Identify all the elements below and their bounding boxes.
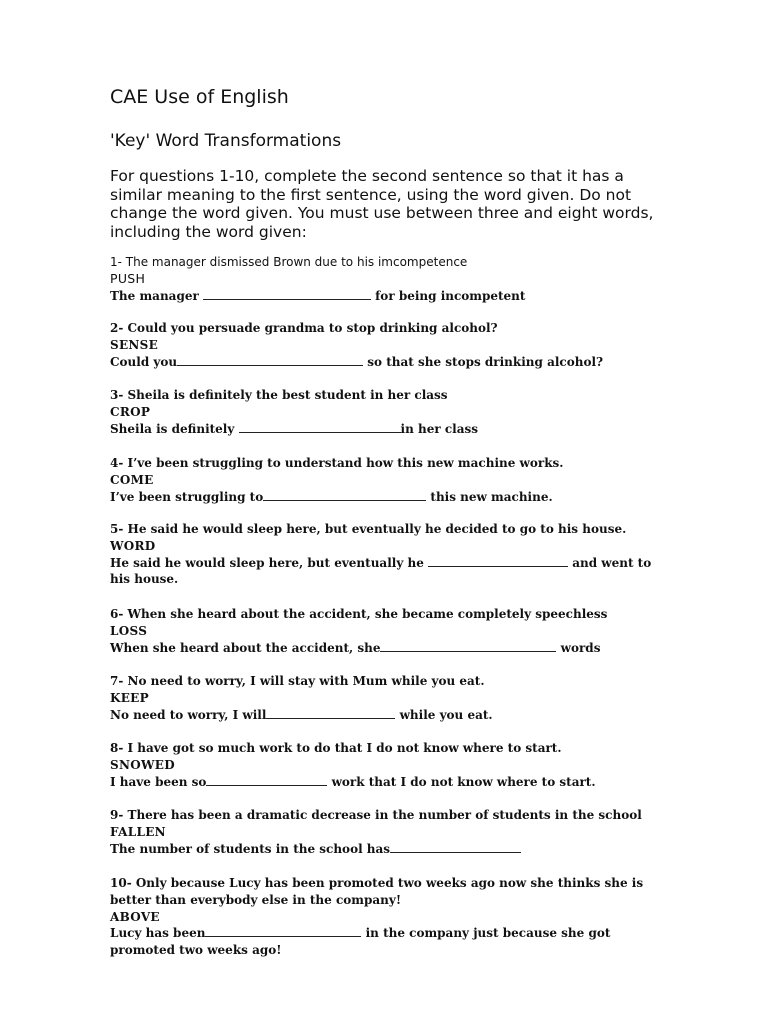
page-subtitle: 'Key' Word Transformations [110, 131, 342, 151]
answer-line [110, 489, 655, 506]
question-4 [110, 455, 655, 505]
answer-after: in the company just because she got promoted two weeks ago! [110, 926, 611, 958]
answer-after: while you eat. [395, 707, 493, 722]
key-word: CROP [110, 404, 151, 419]
question-5 [110, 521, 655, 588]
answer-after: work that I do not know where to start. [327, 774, 596, 789]
question-10 [110, 875, 655, 959]
question-prompt: 4- I’ve been struggling to understand how this new machine works. [110, 456, 564, 470]
key-word: SENSE [110, 337, 159, 352]
answer-blank [266, 707, 395, 719]
instructions-paragraph: For questions 1-10, complete the second sentence so that it has a similar meaning to the first sentence, using the word given. Do not change the word given. You must use between three and eight words, including the word given: [110, 167, 654, 241]
answer-line [110, 555, 655, 589]
answer-line [110, 707, 655, 724]
answer-blank [263, 489, 426, 501]
question-prompt: 3- Sheila is definitely the best student in her class [110, 388, 448, 402]
answer-before: He said he would sleep here, but eventually he [110, 555, 429, 570]
key-word: COME [110, 472, 154, 487]
answer-blank [380, 640, 556, 652]
question-3 [110, 387, 655, 437]
question-prompt: 10- Only because Lucy has been promoted two weeks ago now she thinks she is better than everybody else in the company! [110, 876, 644, 907]
question-prompt: 9- There has been a dramatic decrease in the number of students in the school [110, 808, 642, 822]
answer-before: When she heard about the accident, she [110, 640, 381, 655]
question-prompt: 8- I have got so much work to do that I do not know where to start. [110, 741, 562, 755]
answer-blank [239, 421, 401, 433]
answer-blank [390, 841, 521, 853]
answer-after: this new machine. [426, 489, 553, 504]
key-word: LOSS [110, 623, 148, 638]
answer-before: Sheila is definitely [110, 421, 239, 436]
answer-line [110, 774, 655, 791]
page-title: CAE Use of English [110, 86, 289, 108]
answer-before: The number of students in the school has [110, 841, 391, 856]
answer-before: Lucy has been [110, 926, 206, 941]
question-6 [110, 606, 655, 656]
question-2 [110, 320, 655, 370]
key-word: WORD [110, 538, 156, 553]
answer-blank [177, 354, 363, 366]
question-prompt: 7- No need to worry, I will stay with Mum while you eat. [110, 674, 485, 688]
answer-before: Could you [110, 354, 178, 369]
answer-after: and went to his house. [110, 555, 652, 587]
question-prompt: 6- When she heard about the accident, she became completely speechless [110, 607, 608, 621]
answer-line [110, 640, 655, 657]
key-word: PUSH [110, 270, 146, 286]
answer-line [110, 421, 655, 438]
answer-line [110, 841, 655, 858]
answer-after: so that she stops drinking alcohol? [363, 354, 604, 369]
question-prompt: 2- Could you persuade grandma to stop drinking alcohol? [110, 321, 498, 335]
question-8 [110, 740, 655, 790]
key-word: SNOWED [110, 757, 175, 772]
key-word: FALLEN [110, 824, 166, 839]
key-word: ABOVE [110, 909, 160, 924]
answer-before: I have been so [110, 774, 207, 789]
question-9 [110, 807, 655, 857]
answer-before: I’ve been struggling to [110, 489, 264, 504]
answer-after: in her class [400, 421, 478, 436]
question-prompt: 1- The manager dismissed Brown due to his imcompetence [110, 255, 468, 269]
answer-blank [206, 774, 327, 786]
answer-before: The manager [110, 288, 203, 303]
answer-line [110, 354, 655, 371]
question-1 [110, 254, 655, 304]
answer-blank [205, 925, 361, 937]
answer-line [110, 288, 655, 305]
key-word: KEEP [110, 690, 149, 705]
answer-after: for being incompetent [370, 288, 526, 303]
answer-blank [203, 288, 371, 300]
question-prompt: 5- He said he would sleep here, but eventually he decided to go to his house. [110, 522, 627, 536]
answer-after: words [556, 640, 601, 655]
answer-blank [428, 555, 568, 567]
answer-line [110, 925, 655, 959]
answer-before: No need to worry, I will [110, 707, 267, 722]
question-7 [110, 673, 655, 723]
